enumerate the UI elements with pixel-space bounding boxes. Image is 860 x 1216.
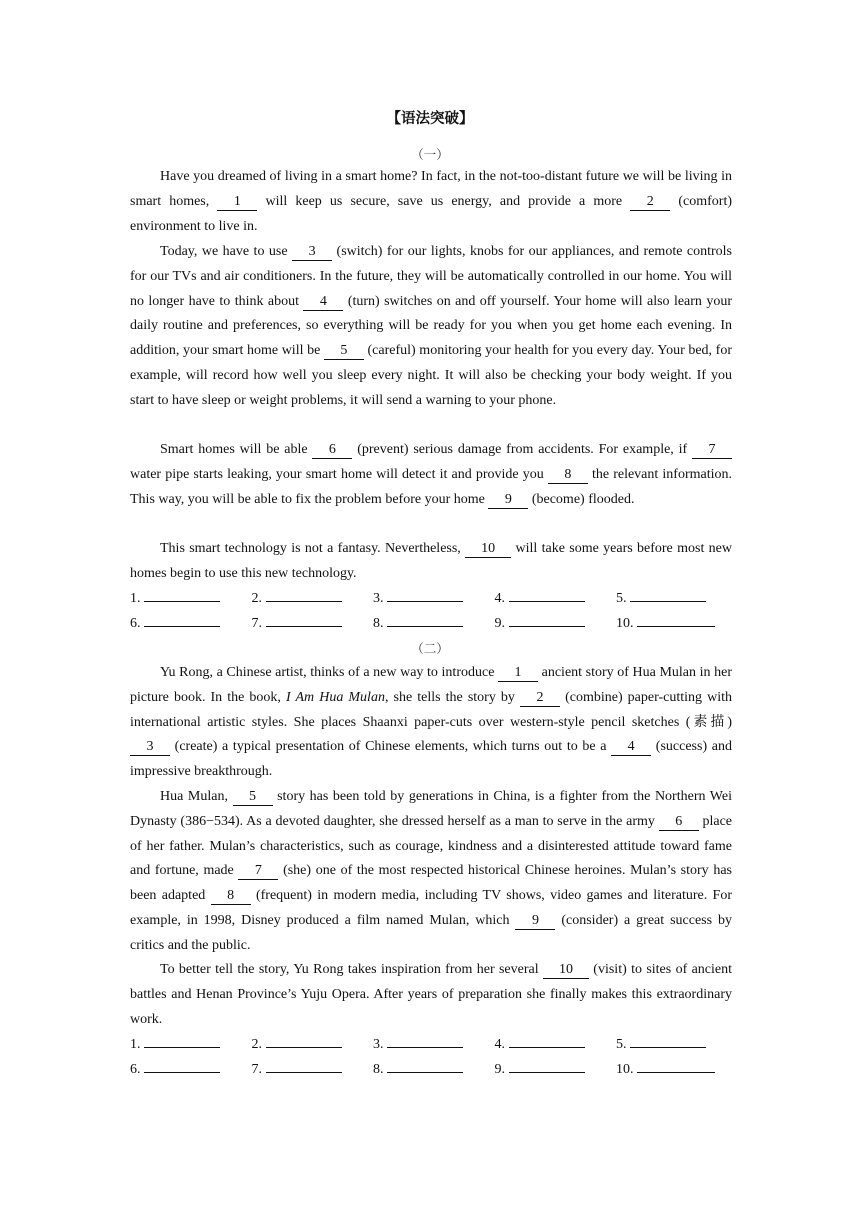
answer-line[interactable] bbox=[509, 1058, 585, 1073]
answer-line[interactable] bbox=[637, 1058, 715, 1073]
answer-slot-9[interactable] bbox=[495, 612, 617, 637]
section-1-heading: （一） bbox=[411, 148, 449, 162]
answer-line[interactable] bbox=[387, 1058, 463, 1073]
answer-slot-1[interactable] bbox=[130, 587, 252, 612]
answer-slot-8[interactable] bbox=[373, 612, 495, 637]
answer-slot-8[interactable] bbox=[373, 1058, 495, 1083]
answer-line[interactable] bbox=[266, 1033, 342, 1048]
blank-8[interactable]: 8 bbox=[548, 467, 588, 484]
answer-line[interactable] bbox=[266, 612, 342, 627]
answer-slot-3[interactable] bbox=[373, 587, 495, 612]
section-2-paragraph-2: Hua Mulan, 5 story has been told by generations in China, is a fighter from the Northern Wei Dynasty (386−534). As a devoted daughter, she dressed herself as a man to serve in the army 6 place of her father. Mulan’s characteristics, such as courage, kindness and a disinterested attitude toward fame and fortune, made 7 (she) one of the most respected historical Chinese heroines. Mulan’s story has been adapted 8 (frequent) in modern media, including TV shows, video games and literature. For example, in 1998, Disney produced a film named Mulan, which 9 (consider) a great success by critics and the public. bbox=[130, 789, 732, 953]
answer-line[interactable] bbox=[144, 1058, 220, 1073]
answer-line[interactable] bbox=[266, 587, 342, 602]
answer-slot-9[interactable] bbox=[495, 1058, 617, 1083]
answer-slot-4[interactable] bbox=[495, 1033, 617, 1058]
answer-number: 3. bbox=[373, 591, 387, 606]
answer-slot-10[interactable] bbox=[616, 1058, 738, 1083]
answer-line[interactable] bbox=[387, 587, 463, 602]
answer-line[interactable] bbox=[144, 612, 220, 627]
answer-number: 3. bbox=[373, 1037, 387, 1052]
answer-slot-5[interactable] bbox=[616, 1033, 738, 1058]
blank-2[interactable]: 2 bbox=[630, 194, 670, 211]
blank-10[interactable]: 10 bbox=[465, 541, 511, 558]
blank-9[interactable]: 9 bbox=[488, 492, 528, 509]
section-1-paragraph-1: Have you dreamed of living in a smart home? In fact, in the not-too-distant future we will be living in smart homes, 1 will keep us secure, save us energy, and provide a more 2 (comfort) environment to live in. bbox=[130, 169, 732, 234]
answer-slot-7[interactable] bbox=[252, 1058, 374, 1083]
answer-line[interactable] bbox=[509, 587, 585, 602]
section-1-paragraph-2: Today, we have to use 3 (switch) for our lights, knobs for our appliances, and remote controls for our TVs and air conditioners. In the future, they will be automatically controlled in our home. You will no longer have to think about 4 (turn) switches on and off yourself. Your home will also learn your daily routine and preferences, so everything will be ready for you when you get home each evening. In addition, your smart home will be 5 (careful) monitoring your health for you every day. Your bed, for example, will record how well you sleep every night. It will also be checking your body weight. If you start to have sleep or weight problems, it will send a warning to your phone. bbox=[130, 244, 733, 408]
section-1-paragraph-4: This smart technology is not a fantasy. Nevertheless, 10 will take some years before most new homes begin to use this new technology. bbox=[130, 541, 732, 581]
answer-line[interactable] bbox=[509, 612, 585, 627]
answer-slot-10[interactable] bbox=[616, 612, 738, 637]
answer-slot-7[interactable] bbox=[252, 612, 374, 637]
answer-slot-6[interactable] bbox=[130, 1058, 252, 1083]
section-2-heading: （二） bbox=[411, 642, 449, 656]
page-title: 【语法突破】 bbox=[386, 111, 474, 127]
answer-number: 4. bbox=[494, 1037, 509, 1052]
answer-row bbox=[130, 612, 740, 637]
answer-slot-5[interactable] bbox=[616, 587, 738, 612]
blank-10[interactable]: 10 bbox=[543, 962, 589, 979]
answer-number: 6. bbox=[130, 615, 144, 631]
section-2-paragraph-1: Yu Rong, a Chinese artist, thinks of a new way to introduce 1 ancient story of Hua Mulan in her picture book. In the book, I Am Hua Mulan, she tells the story by 2 (combine) paper-cutting with international artistic styles. She places Shaanxi paper-cuts over western-style pencil sketches (素描) 3 (create) a typical presentation of Chinese elements, which turns out to be a 4 (success) and impressive breakthrough. bbox=[130, 665, 732, 780]
answer-line[interactable] bbox=[144, 1033, 220, 1048]
blank-3[interactable]: 3 bbox=[292, 244, 332, 261]
blank-7[interactable]: 7 bbox=[692, 442, 732, 459]
blank-6[interactable]: 6 bbox=[312, 442, 352, 459]
answer-slot-2[interactable] bbox=[252, 587, 374, 612]
blank-5[interactable]: 5 bbox=[324, 343, 364, 360]
answer-line[interactable] bbox=[266, 1058, 342, 1073]
answer-number: 9. bbox=[494, 615, 509, 631]
answer-line[interactable] bbox=[630, 587, 706, 602]
answer-number: 1. bbox=[130, 591, 144, 606]
blank-9[interactable]: 9 bbox=[515, 913, 555, 930]
answer-line[interactable] bbox=[387, 1033, 463, 1048]
answer-number: 5. bbox=[616, 591, 630, 606]
answer-row bbox=[130, 1058, 740, 1083]
answer-line[interactable] bbox=[144, 587, 220, 602]
blank-4[interactable]: 4 bbox=[611, 739, 651, 756]
blank-3[interactable]: 3 bbox=[130, 739, 170, 756]
answer-slot-6[interactable] bbox=[130, 612, 252, 637]
answer-slot-1[interactable] bbox=[130, 1033, 252, 1058]
answer-number: 10. bbox=[616, 1061, 637, 1077]
answer-number: 7. bbox=[251, 1061, 266, 1077]
answer-row bbox=[130, 1033, 740, 1058]
answer-number: 9. bbox=[494, 1061, 509, 1077]
blank-6[interactable]: 6 bbox=[659, 814, 699, 831]
answer-number: 2. bbox=[251, 1037, 266, 1052]
answer-slot-3[interactable] bbox=[373, 1033, 495, 1058]
answer-number: 2. bbox=[251, 591, 266, 606]
section-1-paragraph-3: Smart homes will be able 6 (prevent) serious damage from accidents. For example, if 7 water pipe starts leaking, your smart home will detect it and provide you 8 the relevant information. This way, you will be able to fix the problem before your home 9 (become) flooded. bbox=[130, 442, 732, 507]
blank-7[interactable]: 7 bbox=[238, 863, 278, 880]
answer-number: 10. bbox=[616, 615, 637, 631]
answer-number: 7. bbox=[251, 615, 266, 631]
blank-8[interactable]: 8 bbox=[211, 888, 251, 905]
answer-number: 5. bbox=[616, 1037, 630, 1052]
book-title: I Am Hua Mulan bbox=[286, 689, 385, 705]
section-1-answer-grid bbox=[130, 587, 740, 637]
answer-number: 6. bbox=[130, 1061, 144, 1077]
answer-number: 4. bbox=[494, 591, 509, 606]
answer-number: 1. bbox=[130, 1037, 144, 1052]
answer-number: 8. bbox=[373, 615, 387, 631]
answer-number: 8. bbox=[373, 1061, 387, 1077]
answer-row bbox=[130, 587, 740, 612]
blank-1[interactable]: 1 bbox=[498, 665, 538, 682]
blank-5[interactable]: 5 bbox=[233, 789, 273, 806]
section-2-paragraph-3: To better tell the story, Yu Rong takes inspiration from her several 10 (visit) to sites of ancient battles and Henan Province’s Yuju Opera. After years of preparation she finally makes this extraordinary work. bbox=[130, 962, 732, 1027]
section-2-answer-grid bbox=[130, 1033, 740, 1083]
blank-1[interactable]: 1 bbox=[217, 194, 257, 211]
answer-line[interactable] bbox=[630, 1033, 706, 1048]
answer-line[interactable] bbox=[637, 612, 715, 627]
answer-slot-2[interactable] bbox=[252, 1033, 374, 1058]
blank-2[interactable]: 2 bbox=[520, 690, 560, 707]
blank-4[interactable]: 4 bbox=[303, 294, 343, 311]
answer-line[interactable] bbox=[509, 1033, 585, 1048]
answer-line[interactable] bbox=[387, 612, 463, 627]
answer-slot-4[interactable] bbox=[495, 587, 617, 612]
